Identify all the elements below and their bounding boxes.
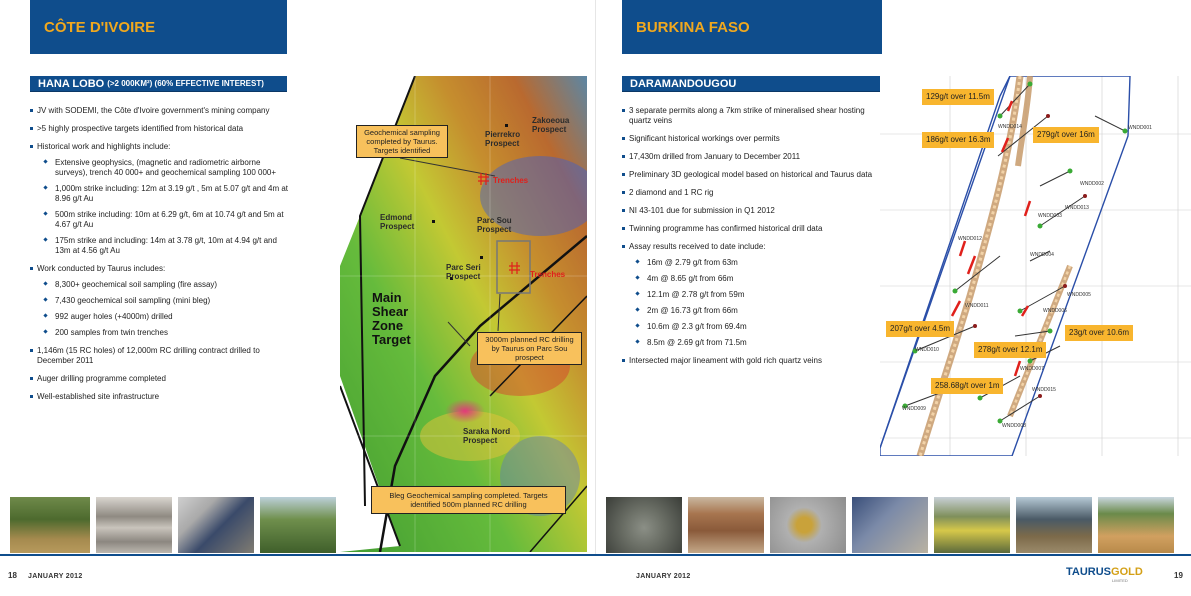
drillhole-label: WNDD012 bbox=[958, 236, 982, 242]
bullet-text: Auger drilling programme completed bbox=[37, 374, 166, 383]
bullet-text: Well-established site infrastructure bbox=[37, 392, 160, 401]
grade-label: 278g/t over 12.1m bbox=[974, 342, 1046, 358]
drillhole-label: WNDD001 bbox=[1128, 125, 1152, 131]
drillhole-label: WNDD008 bbox=[1002, 423, 1026, 429]
footer-rule bbox=[596, 554, 1191, 556]
bullet-list bbox=[30, 106, 292, 410]
map-label-pierrekro: Pierrekro Prospect bbox=[485, 130, 521, 148]
sub-bullet-item: 10.6m @ 2.3 g/t from 69.4m bbox=[629, 322, 874, 332]
bullet-item bbox=[30, 264, 292, 338]
sub-bullet-item: 16m @ 2.79 g/t from 63m bbox=[629, 258, 874, 268]
sub-bullet-list bbox=[37, 280, 292, 338]
bullet-item bbox=[622, 188, 874, 198]
grade-label: 258.68g/t over 1m bbox=[931, 378, 1003, 394]
section-title: DARAMANDOUGOU bbox=[630, 77, 737, 90]
callout-rc-drilling: 3000m planned RC drilling by Taurus on Parc Sou prospect bbox=[477, 332, 582, 365]
drillhole-label: WNDD006 bbox=[1043, 308, 1067, 314]
footer-date: JANUARY 2012 bbox=[636, 573, 691, 580]
bullet-text: Work conducted by Taurus includes: bbox=[37, 264, 166, 273]
map-label-zakoeoua: Zakoeoua Prospect bbox=[532, 116, 570, 134]
drillhole-label: WNDD009 bbox=[902, 406, 926, 412]
bullet-item bbox=[30, 142, 292, 256]
callout-geochem-sampling: Geochemical sampling completed by Taurus. Targets identified bbox=[356, 125, 448, 158]
drillhole-label: WNDD002 bbox=[1080, 181, 1104, 187]
sub-bullet-list bbox=[629, 258, 874, 348]
photo-rc-rig bbox=[1016, 497, 1092, 553]
drillhole-label: WNDD005 bbox=[1067, 292, 1091, 298]
sub-bullet-item: 7,430 geochemical soil sampling (mini bleg) bbox=[37, 296, 292, 306]
photo-core-logging bbox=[852, 497, 928, 553]
photo-rock-sample bbox=[606, 497, 682, 553]
photo-strip bbox=[10, 497, 336, 553]
bullet-text: Significant historical workings over permits bbox=[629, 134, 780, 143]
drillhole-label: WNDD010 bbox=[915, 347, 939, 353]
bullet-list bbox=[622, 106, 874, 374]
sub-bullet-item: 8,300+ geochemical soil sampling (fire assay) bbox=[37, 280, 292, 290]
bullet-item bbox=[30, 124, 292, 134]
bullet-text: Preliminary 3D geological model based on historical and Taurus data bbox=[629, 170, 873, 179]
map-label-parc-seri: Parc Seri Prospect bbox=[446, 263, 481, 281]
photo-strip bbox=[606, 497, 1174, 553]
photo-geologist bbox=[178, 497, 254, 553]
logo-subtext: LIMITED bbox=[1112, 578, 1128, 583]
photo-drill-rig bbox=[1098, 497, 1174, 553]
drillhole-label: WNDD007 bbox=[1020, 366, 1044, 372]
bullet-item bbox=[622, 152, 874, 162]
sub-bullet-item: 500m strike including: 10m at 6.29 g/t, 6m at 10.74 g/t and 5m at 4.67 g/t Au bbox=[37, 210, 292, 230]
map-label-parc-sou: Parc Sou Prospect bbox=[477, 216, 512, 234]
photo-drill-site bbox=[10, 497, 90, 553]
bullet-text: >5 highly prospective targets identified from historical data bbox=[37, 124, 244, 133]
country-header: CÔTE D'IVOIRE bbox=[30, 0, 287, 54]
sub-bullet-item: 12.1m @ 2.78 g/t from 59m bbox=[629, 290, 874, 300]
section-title-bar bbox=[622, 76, 882, 92]
sub-bullet-list bbox=[37, 158, 292, 256]
taurus-gold-logo bbox=[1066, 566, 1143, 583]
section-title: HANA LOBO bbox=[38, 77, 105, 90]
page-number: 18 bbox=[8, 571, 17, 580]
grade-label: 23g/t over 10.6m bbox=[1065, 325, 1133, 341]
grade-label: 129g/t over 11.5m bbox=[922, 89, 994, 105]
drillhole-label: WNDD015 bbox=[1032, 387, 1056, 393]
country-header: BURKINA FASO bbox=[622, 0, 882, 54]
bullet-text: Assay results received to date include: bbox=[629, 242, 766, 251]
drillhole-label: WNDD014 bbox=[998, 124, 1022, 130]
sub-bullet-item: 4m @ 8.65 g/t from 66m bbox=[629, 274, 874, 284]
sub-bullet-item: Extensive geophysics, (magnetic and radiometric airborne surveys), trench 40 000+ and geochemical sampling 100 000+ bbox=[37, 158, 292, 178]
bullet-item bbox=[30, 106, 292, 116]
sub-bullet-item: 175m strike and including: 14m at 3.78 g/t, 10m at 4.94 g/t and 13m at 4.56 g/t Au bbox=[37, 236, 292, 256]
bullet-item bbox=[30, 374, 292, 384]
map-label-trenches-2: Trenches bbox=[530, 270, 566, 279]
bullet-text: 17,430m drilled from January to December 2011 bbox=[629, 152, 801, 161]
bullet-item bbox=[622, 356, 874, 366]
bullet-text: 1,146m (15 RC holes) of 12,000m RC drilling contract drilled to December 2011 bbox=[37, 346, 260, 365]
photo-workers bbox=[934, 497, 1010, 553]
bullet-item bbox=[622, 106, 874, 126]
section-subtitle: (>2 000KM²) (60% EFFECTIVE INTEREST) bbox=[107, 79, 264, 88]
geology-map bbox=[340, 76, 587, 552]
grade-label: 207g/t over 4.5m bbox=[886, 321, 954, 337]
grade-label: 186g/t over 16.3m bbox=[922, 132, 994, 148]
sub-bullet-item: 8.5m @ 2.69 g/t from 71.5m bbox=[629, 338, 874, 348]
bullet-item bbox=[622, 170, 874, 180]
photo-core-tray bbox=[688, 497, 764, 553]
bullet-text: 2 diamond and 1 RC rig bbox=[629, 188, 714, 197]
section-title-bar bbox=[30, 76, 287, 92]
sub-bullet-item: 200 samples from twin trenches bbox=[37, 328, 292, 338]
drillhole-label: WNDD013 bbox=[1065, 205, 1089, 211]
map-label-saraka-nord: Saraka Nord Prospect bbox=[463, 427, 511, 445]
bullet-item bbox=[30, 392, 292, 402]
grade-label: 279g/t over 16m bbox=[1033, 127, 1099, 143]
logo-word-2: GOLD bbox=[1111, 566, 1143, 578]
page-number: 19 bbox=[1174, 571, 1183, 580]
photo-gold-panning bbox=[770, 497, 846, 553]
bullet-item bbox=[30, 346, 292, 366]
bullet-text: JV with SODEMI, the Côte d'Ivoire government's mining company bbox=[37, 106, 270, 115]
logo-word-1: TAURUS bbox=[1066, 566, 1112, 578]
sub-bullet-item: 2m @ 16.73 g/t from 66m bbox=[629, 306, 874, 316]
drill-plan-map bbox=[880, 76, 1191, 456]
drillhole-label: WNDD004 bbox=[1030, 252, 1054, 258]
bullet-item bbox=[622, 134, 874, 144]
drillhole-label: WNDD011 bbox=[965, 303, 989, 309]
bullet-text: Intersected major lineament with gold rich quartz veins bbox=[629, 356, 822, 365]
callout-bleg-sampling: Bleg Geochemical sampling completed. Targets identified 500m planned RC drilling bbox=[371, 486, 566, 514]
sub-bullet-item: 992 auger holes (+4000m) drilled bbox=[37, 312, 292, 322]
bullet-text: NI 43-101 due for submission in Q1 2012 bbox=[629, 206, 775, 215]
photo-trench bbox=[96, 497, 172, 553]
drillhole-label: WNDD003 bbox=[1038, 213, 1062, 219]
bullet-item bbox=[622, 224, 874, 234]
bullet-text: 3 separate permits along a 7km strike of mineralised shear hosting quartz veins bbox=[629, 106, 865, 125]
map-label-main-shear-zone: Main Shear Zone Target bbox=[372, 290, 411, 347]
photo-landscape bbox=[260, 497, 336, 553]
footer-rule bbox=[0, 554, 596, 556]
bullet-text: Historical work and highlights include: bbox=[37, 142, 171, 151]
sub-bullet-item: 1,000m strike including: 12m at 3.19 g/t , 5m at 5.07 g/t and 4m at 8.96 g/t Au bbox=[37, 184, 292, 204]
bullet-item bbox=[622, 242, 874, 348]
bullet-item bbox=[622, 206, 874, 216]
map-label-edmond: Edmond Prospect bbox=[380, 213, 415, 231]
bullet-text: Twinning programme has confirmed historical drill data bbox=[629, 224, 823, 233]
footer-date: JANUARY 2012 bbox=[28, 573, 83, 580]
map-label-trenches: Trenches bbox=[493, 176, 529, 185]
